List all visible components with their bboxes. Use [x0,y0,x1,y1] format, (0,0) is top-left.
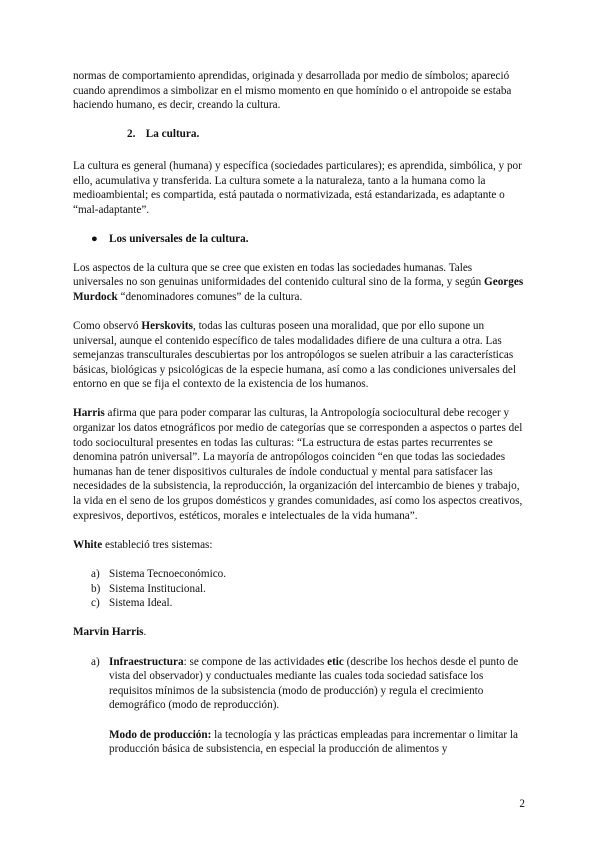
section-heading-cultura [73,127,525,142]
white-text: estableció tres sistemas: [102,538,213,551]
list-item-label: b) [91,582,101,595]
herskovits-name: Herskovits [141,319,193,332]
list-item-text: Sistema Ideal. [109,597,173,610]
white-systems-list [73,567,525,611]
white-name: White [73,538,103,551]
murdock-name: Georges Murdock [73,276,524,303]
aspectos-paragraph [73,261,525,305]
aspectos-text-b: “denominadores comunes” de la cultura. [117,290,303,303]
infraestructura-text-b: (describe los hechos desde el punto de vista del observador) y conductuales mediante las cuales toda sociedad satisface los requisitos mínimos de la subsistencia (modo de producción) y regula el crecimiento demográfico (modo de reproducción). [109,655,519,712]
list-item [91,596,525,611]
marvin-harris-heading [73,625,525,640]
harris-text: afirma que para poder comparar las culturas, la Antropología sociocultural debe recoger y organizar los datos etnográficos por medio de categorías que se corresponden a aspectos o partes del todo sociocultural presentes en todas las culturas: “La estructura de estas partes recurrentes se denomina patrón universal”. La mayoría de antropólogos coinciden “en que todas las sociedades humanas han de tener dispositivos culturales de índole conductual y mental para satisfacer las necesidades de la subsistencia, la reproducción, la organización del intercambio de bienes y trabajo, la vida en el seno de los grupos domésticos y grandes comunidades, así como los aspectos creativos, expresivos, deportivos, estéticos, morales e intelectuales de la vida humana”. [73,407,523,522]
page-number: 2 [519,798,525,810]
infraestructura-label: a) [91,655,100,668]
harris-paragraph [73,406,525,523]
infraestructura-item [73,655,525,757]
list-item-text: Sistema Institucional. [109,582,206,595]
modo-produccion-title: Modo de producción: [109,728,212,741]
modo-produccion-text: la tecnología y las prácticas empleadas para incrementar o limitar la producción básica de subsistencia, en especial la producción de alimentos y [109,728,518,756]
page-content [73,69,525,771]
marvin-harris-dot: . [143,626,147,639]
list-item [91,582,525,597]
aspectos-text-a: Los aspectos de la cultura que se cree que existen en todas las sociedades humanas. Tales universales no son genuinas uniformidades del contenido cultural sino de la forma, y según [73,261,485,289]
intro-paragraph: normas de comportamiento aprendidas, originada y desarrollada por medio de símbolos; apareció cuando aprendimos a simbolizar en el mismo momento en que homínido o el antropoide se estaba haciendo humano, es decir, creando la cultura. [73,70,512,112]
marvin-harris-name: Marvin Harris [73,626,144,639]
list-item-label: c) [91,597,100,610]
bullet-heading-title: Los universales de la cultura. [109,232,249,245]
list-item [91,567,525,582]
herskovits-text-a: Como observó [73,319,142,332]
bullet-icon: ● [91,232,98,245]
cultura-paragraph: La cultura es general (humana) y específica (sociedades particulares); es aprendida, simbólica, y por ello, acumulativa y transferida. La cultura somete a la naturaleza, tanto a la humana como la medioambiental; es compartida, está pautada o normativizada, está estandarizada, es adaptante o “mal-adaptante”. [73,159,522,216]
bullet-heading-universales [73,232,525,247]
infraestructura-paragraph [109,655,525,713]
herskovits-paragraph [73,319,525,392]
white-paragraph [73,538,525,553]
herskovits-text-b: , todas las culturas poseen una moralidad, que por ello supone un universal, aunque el contenido específico de tales modalidades difiere de una cultura a otra. Las semejanzas transculturales descubiertas por los antropólogos se suelen atribuir a las características básicas, biológicas y psicológicas de la especie humana, así como a las condiciones universales del entorno en que se fija el contexto de la existencia de los humanos. [73,319,517,391]
section-title: La cultura. [145,128,200,141]
section-number: 2. [127,128,136,141]
infraestructura-title: Infraestructura [109,655,184,668]
infraestructura-text-a: : se compone de las actividades [183,655,328,668]
list-item-text: Sistema Tecnoeconómico. [109,568,227,580]
harris-name: Harris [73,407,105,420]
modo-produccion-paragraph [109,728,525,757]
list-item-label: a) [91,568,100,580]
etic-term: etic [327,655,344,668]
